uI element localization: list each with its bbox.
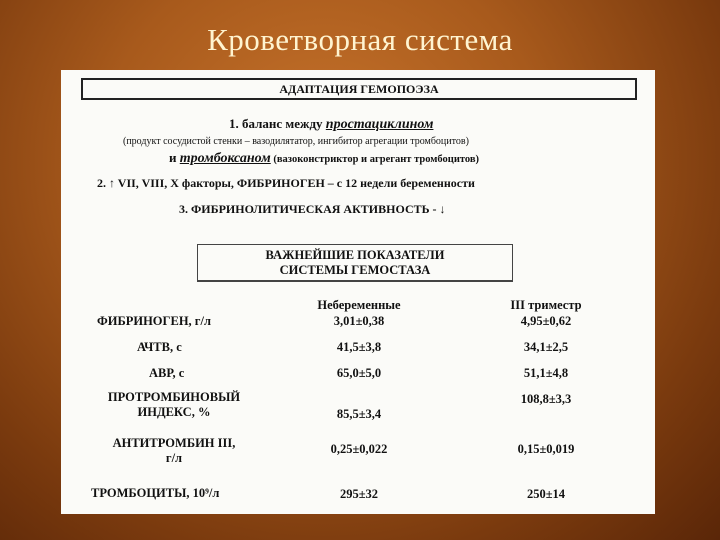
row-value-trimester: 250±14 [526,487,566,501]
row-name-avr: АВР, с [149,366,185,380]
slide-title: Кроветворная система [207,22,513,57]
item-1 [229,116,433,133]
row-value-nonpregnant: 0,25±0,022 [330,442,388,456]
col-header-trimester: III триместр [510,298,582,312]
row-value-nonpregnant: 85,5±3,4 [336,407,382,421]
col-header-nonpregnant: Небеременные [317,298,401,312]
item-2: 2. ↑ VII, VIII, X факторы, ФИБРИНОГЕН – с 12 недели беременности [97,176,475,190]
indicators-title-box [197,244,513,282]
row-value-nonpregnant: 3,01±0,38 [333,314,385,328]
row-value-trimester: 51,1±4,8 [523,366,569,380]
row-name-line2: ИНДЕКС, % [137,405,211,419]
item-1b [169,150,479,167]
item-1-key-term: простациклином [325,117,434,132]
row-value-trimester: 108,8±3,3 [520,392,572,406]
row-name-antithrombin [89,436,259,466]
row-name-platelets: ТРОМБОЦИТЫ, 10⁹/л [91,486,220,500]
indicators-title-line1: ВАЖНЕЙШИЕ ПОКАЗАТЕЛИ [265,248,445,262]
row-name-line1: ПРОТРОМБИНОВЫЙ [107,390,241,404]
row-value-nonpregnant: 295±32 [339,487,379,501]
adaptation-header: АДАПТАЦИЯ ГЕМОПОЭЗА [81,78,637,100]
row-name-line1: АНТИТРОМБИН III, [112,436,236,450]
row-value-nonpregnant: 65,0±5,0 [336,366,382,380]
item-1b-prefix: и [169,150,180,165]
row-value-trimester: 0,15±0,019 [517,442,575,456]
item-1b-key-term: тромбоксаном [179,151,271,166]
row-name-fibrinogen: ФИБРИНОГЕН, г/л [97,314,211,328]
indicators-title-line2: СИСТЕМЫ ГЕМОСТАЗА [279,263,431,277]
scanned-document [61,70,655,514]
row-value-trimester: 34,1±2,5 [523,340,569,354]
item-3: 3. ФИБРИНОЛИТИЧЕСКАЯ АКТИВНОСТЬ - ↓ [179,202,446,216]
item-1-description: (продукт сосудистой стенки – вазодилятатор, ингибитор агрегации тромбоцитов) [123,136,469,147]
item-1b-description: (вазоконстриктор и агрегант тромбоцитов) [270,154,480,165]
row-name-line2: г/л [165,451,183,465]
row-name-aptt: АЧТВ, с [137,340,182,354]
item-1-prefix: 1. баланс между [229,116,326,131]
row-value-trimester: 4,95±0,62 [520,314,572,328]
row-value-nonpregnant: 41,5±3,8 [336,340,382,354]
row-name-prothrombin-index [89,390,259,420]
